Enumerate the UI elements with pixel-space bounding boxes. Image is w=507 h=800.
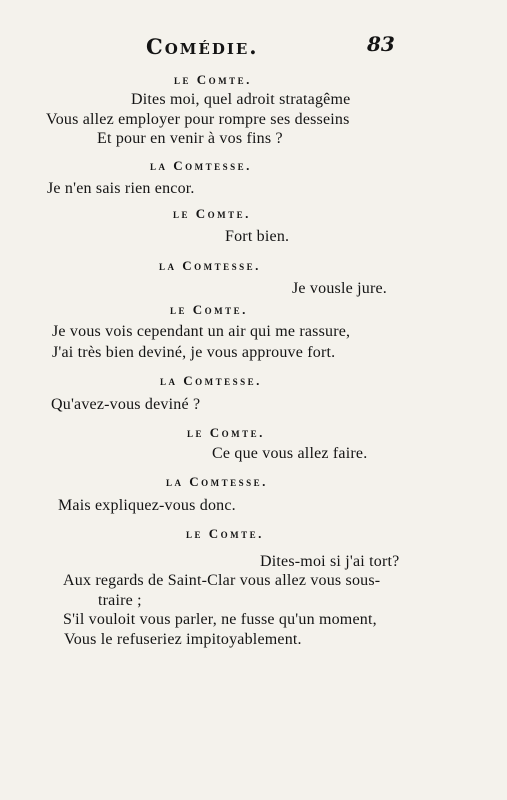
verse-line: Vous le refuseriez impitoyablement.: [64, 631, 302, 648]
verse-line: Et pour en venir à vos fins ?: [97, 130, 283, 147]
verse-line: J'ai très bien deviné, je vous approuve fort.: [52, 344, 336, 361]
speaker-name: le Comte.: [174, 72, 252, 87]
speaker-name: la Comtesse.: [166, 474, 268, 489]
verse-line: Je vous vois cependant un air qui me rassure,: [52, 323, 351, 340]
speaker-name: la Comtesse.: [159, 258, 261, 273]
verse-line: S'il vouloit vous parler, ne fusse qu'un moment,: [63, 611, 377, 628]
speaker-name: le Comte.: [187, 425, 265, 440]
verse-line: Je vousle jure.: [292, 280, 387, 297]
verse-line: Fort bien.: [225, 228, 290, 245]
page-number: 83: [367, 32, 395, 56]
verse-line: Aux regards de Saint-Clar vous allez vous sous-: [63, 572, 381, 589]
page-header: [0, 34, 507, 62]
speaker-name: le Comte.: [170, 302, 248, 317]
verse-line: traire ;: [98, 592, 142, 609]
verse-line: Dites moi, quel adroit stratagême: [131, 91, 351, 108]
verse-line: Ce que vous allez faire.: [212, 445, 368, 462]
verse-line: Je n'en sais rien encor.: [47, 180, 195, 197]
verse-line: Vous allez employer pour rompre ses desseins: [46, 111, 350, 128]
speaker-name: le Comte.: [173, 206, 251, 221]
verse-line: Dites-moi si j'ai tort?: [260, 553, 400, 570]
running-title: Comédie.: [146, 34, 259, 59]
speaker-name: le Comte.: [186, 526, 264, 541]
speaker-name: la Comtesse.: [150, 158, 252, 173]
verse-line: Qu'avez-vous deviné ?: [51, 396, 201, 413]
verse-line: Mais expliquez-vous donc.: [58, 497, 236, 514]
speaker-name: la Comtesse.: [160, 373, 262, 388]
